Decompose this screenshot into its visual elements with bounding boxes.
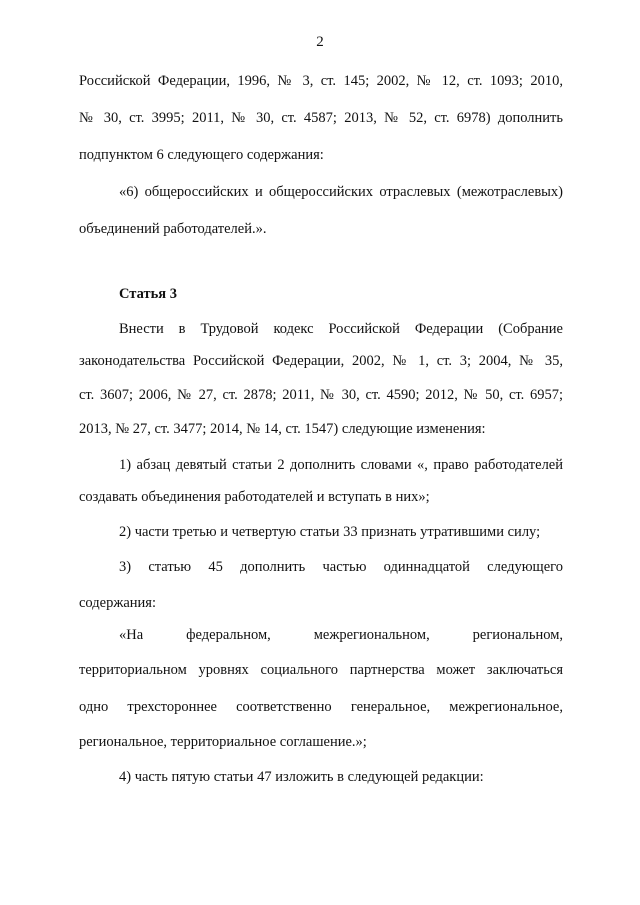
list-item-line: 2) части третью и четвертую статьи 33 признать утратившими силу; — [119, 524, 541, 540]
quote-line: территориальном уровнях социального партнерства может заключаться — [79, 662, 563, 678]
list-item-line: 1) абзац девятый статьи 2 дополнить словами «, право работодателей — [119, 457, 563, 473]
page-number: 2 — [316, 34, 324, 50]
paragraph-line: подпунктом 6 следующего содержания: — [79, 147, 324, 163]
paragraph-line: «6) общероссийских и общероссийских отраслевых (межотраслевых) — [119, 184, 563, 200]
paragraph-line: Российской Федерации, 1996, № 3, ст. 145; 2002, № 12, ст. 1093; 2010, — [79, 73, 563, 89]
paragraph-line: Внести в Трудовой кодекс Российской Федерации (Собрание — [119, 321, 563, 337]
list-item-line: 4) часть пятую статьи 47 изложить в следующей редакции: — [119, 769, 484, 785]
list-item-line: создавать объединения работодателей и вступать в них»; — [79, 489, 430, 505]
paragraph-line: законодательства Российской Федерации, 2002, № 1, ст. 3; 2004, № 35, — [79, 353, 563, 369]
quote-line: региональное, территориальное соглашение.»; — [79, 734, 367, 750]
paragraph-line: 2013, № 27, ст. 3477; 2014, № 14, ст. 1547) следующие изменения: — [79, 421, 486, 437]
article-heading: Статья 3 — [119, 286, 177, 302]
list-item-line: содержания: — [79, 595, 157, 611]
paragraph-line: ст. 3607; 2006, № 27, ст. 2878; 2011, № 30, ст. 4590; 2012, № 50, ст. 6957; — [79, 387, 563, 403]
paragraph-line: № 30, ст. 3995; 2011, № 30, ст. 4587; 2013, № 52, ст. 6978) дополнить — [79, 110, 563, 126]
quote-line: «На федеральном, межрегиональном, региональном, — [119, 627, 563, 643]
list-item-line: 3) статью 45 дополнить частью одиннадцатой следующего — [119, 559, 563, 575]
quote-line: одно трехстороннее соответственно генеральное, межрегиональное, — [79, 699, 563, 715]
paragraph-line: объединений работодателей.». — [79, 221, 267, 237]
